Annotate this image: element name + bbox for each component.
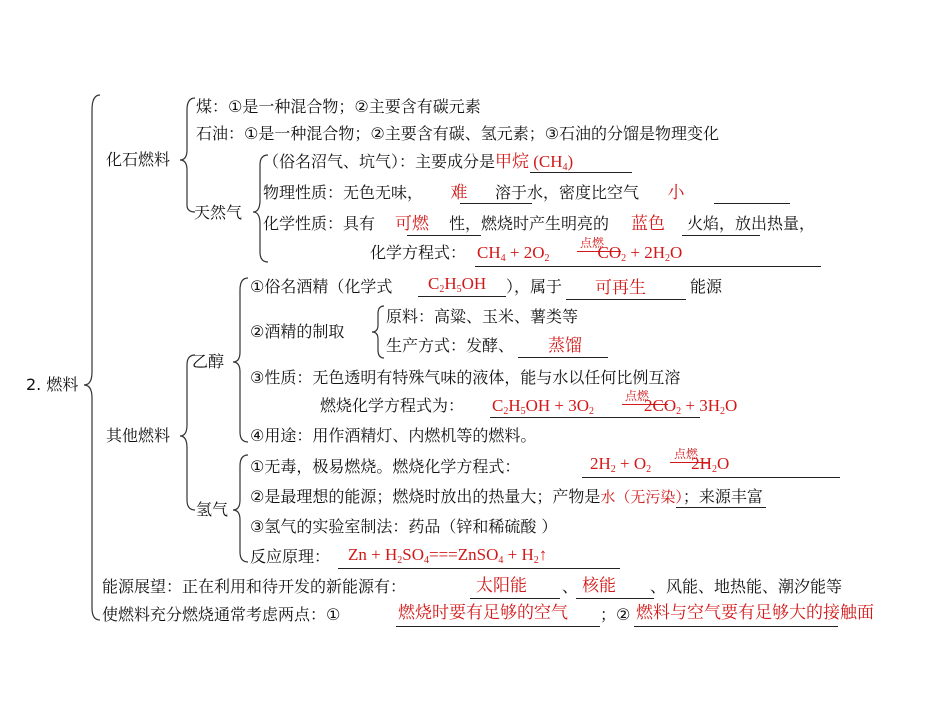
hydrogen-reaction-equation: $Zn + H_2SO_4===ZnSO_4$ + $H_2↑$ xyxy=(348,545,548,566)
hydrogen-label: 氢气 xyxy=(196,500,229,519)
ethanol-label: 乙醇 xyxy=(192,352,225,371)
complete-combustion-answer2: 燃料与空气要有足够大的接触面 xyxy=(636,603,874,622)
gas-solubility-answer: 难 xyxy=(450,183,468,202)
answer-underline xyxy=(582,477,840,478)
answer-underline xyxy=(407,235,481,236)
complete-combustion-mid: ；② xyxy=(600,605,631,624)
gas-composition-prefix: （俗名沼气、坑气）：主要成分是 xyxy=(263,152,496,171)
energy-outlook-prefix: 能源展望：正在利用和待开发的新能源有： xyxy=(102,577,407,596)
gas-density-answer: 小 xyxy=(667,183,685,202)
hydrogen-line4-prefix: 反应原理： xyxy=(250,547,331,566)
ethanol-formula-answer: $C_2H_5OH$ xyxy=(428,274,487,295)
ethanol-distillation-answer: 蒸馏 xyxy=(548,336,582,355)
answer-underline xyxy=(490,417,700,418)
root-label: 2. 燃料 xyxy=(26,375,79,394)
gas-composition-answer: 甲烷 $(CH_4)$ xyxy=(495,152,574,173)
gas-physical-line: 物理性质：无色无味， 难 溶于水，密度比空气 小 xyxy=(263,183,713,203)
answer-underline xyxy=(634,626,838,627)
gas-flame-color-answer: 蓝色 xyxy=(631,214,666,233)
answer-underline xyxy=(566,299,686,300)
answer-underline xyxy=(676,507,766,508)
natural-gas-label: 天然气 xyxy=(194,203,243,222)
ethanol-line1-suffix: 能源 xyxy=(690,277,723,296)
gas-equation-line: 化学方程式： xyxy=(370,243,467,262)
ethanol-renewable-answer: 可再生 xyxy=(595,278,646,297)
ethanol-property: ③性质：无色透明有特殊气味的液体，能与水以任何比例互溶 xyxy=(250,368,681,387)
answer-underline xyxy=(475,266,821,267)
hydrogen-equation: $2H_2 + O_2$ $2H_2O$ xyxy=(590,454,730,475)
complete-combustion-prefix: 使燃料充分燃烧通常考虑两点：① xyxy=(102,605,341,624)
answer-underline xyxy=(460,203,532,204)
answer-underline xyxy=(338,568,620,569)
fossil-fuels-label: 化石燃料 xyxy=(106,150,171,169)
gas-composition-line xyxy=(263,152,573,172)
energy-outlook-suffix: 、风能、地热能、潮汐能等 xyxy=(650,577,843,596)
hydrogen-line3: ③氢气的实验室制法：药品（锌和稀硫酸 ） xyxy=(250,517,558,536)
ethanol-equation: $C_2H_5OH + 3O_2$ $2CO_2 + 3H_2O$ xyxy=(492,396,738,417)
other-fuels-label: 其他燃料 xyxy=(106,426,171,445)
ethanol-combustion-prefix: 燃烧化学方程式为： xyxy=(320,396,465,415)
coal-line: 煤：①是一种混合物；②主要含有碳元素 xyxy=(196,97,481,116)
energy-separator: 、 xyxy=(562,577,579,596)
ethanol-line1-mid: ），属于 xyxy=(506,277,563,296)
ethanol-equation-condition: 点燃 xyxy=(625,389,650,403)
gas-equation-condition: 点燃 xyxy=(580,236,605,250)
equation-sign xyxy=(577,251,621,252)
oil-line: 石油：①是一种混合物；②主要含有碳、氢元素；③石油的分馏是物理变化 xyxy=(196,124,720,143)
ethanol-prep-raw: 原料：高粱、玉米、薯类等 xyxy=(386,307,579,326)
equation-sign xyxy=(670,462,710,463)
gas-equation: $CH_4 + 2O_2$ $CO_2 + 2H_2O$ xyxy=(477,243,683,264)
answer-underline xyxy=(714,203,790,204)
gas-flammable-answer: 可燃 xyxy=(395,214,430,233)
equation-sign xyxy=(622,404,668,405)
answer-underline xyxy=(576,598,654,599)
hydrogen-line2: ②是最理想的能源；燃烧时放出的热量大；产物是水（无污染）；来源丰富 xyxy=(250,487,763,506)
answer-underline xyxy=(418,296,506,297)
ethanol-prep-label: ②酒精的制取 xyxy=(250,322,345,341)
answer-underline xyxy=(518,357,608,358)
ethanol-use: ④用途：用作酒精灯、内燃机等的燃料。 xyxy=(250,426,537,445)
ethanol-prep-method: 生产方式：发酵、 xyxy=(386,336,515,355)
energy-nuclear-answer: 核能 xyxy=(582,576,616,595)
hydrogen-product-answer: 水（无污染） xyxy=(600,488,683,506)
ethanol-line1: ①俗名酒精（化学式 xyxy=(250,277,393,296)
answer-underline xyxy=(530,172,632,173)
gas-chemical-line: 化学性质：具有 可燃 性，燃烧时产生明亮的 蓝色 火焰，放出热量， xyxy=(263,214,816,233)
hydrogen-equation-condition: 点燃 xyxy=(674,447,699,461)
answer-underline xyxy=(470,598,560,599)
answer-underline xyxy=(682,235,760,236)
energy-solar-answer: 太阳能 xyxy=(476,576,527,595)
complete-combustion-answer1: 燃烧时要有足够的空气 xyxy=(398,603,568,622)
answer-underline xyxy=(396,626,600,627)
hydrogen-line1: ①无毒，极易燃烧。燃烧化学方程式： xyxy=(250,457,521,476)
